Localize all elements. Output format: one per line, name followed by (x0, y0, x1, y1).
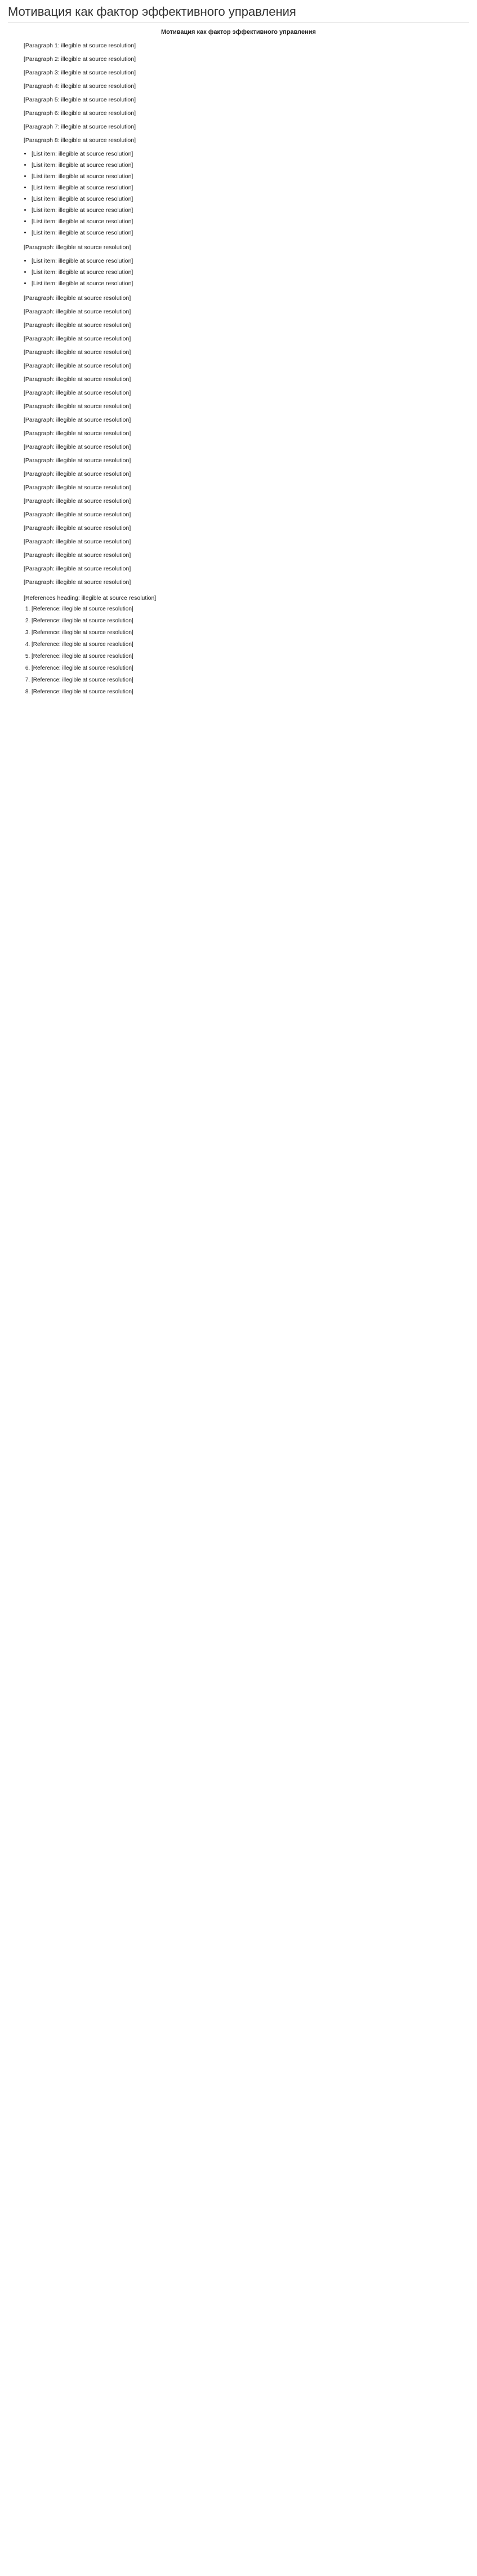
article-body (8, 29, 469, 696)
bulleted-list-2 (8, 256, 469, 288)
paragraph: [Paragraph: illegible at source resolution] (24, 430, 131, 437)
paragraph: [Paragraph: illegible at source resolution] (24, 471, 131, 478)
paragraph: [Paragraph 4: illegible at source resolution] (24, 83, 136, 90)
paragraph: [Paragraph: illegible at source resolution] (24, 511, 131, 519)
reference-item: 7. [Reference: illegible at source resolution] (32, 676, 469, 684)
list-item: • [List item: illegible at source resolution] (32, 149, 469, 158)
reference-item: 4. [Reference: illegible at source resolution] (32, 640, 469, 649)
references-title: [References heading: illegible at source resolution] (24, 595, 157, 602)
paragraph: [Paragraph: illegible at source resolution] (24, 552, 131, 559)
paragraph: [Paragraph: illegible at source resolution] (24, 349, 131, 356)
references-section (8, 595, 469, 696)
list-item: • [List item: illegible at source resolution] (32, 217, 469, 226)
list-item: • [List item: illegible at source resolution] (32, 256, 469, 265)
references-list (8, 605, 469, 696)
page-title: Мотивация как фактор эффективного управления (8, 5, 469, 23)
paragraph: [Paragraph 3: illegible at source resolution] (24, 69, 136, 77)
paragraph: [Paragraph: illegible at source resolution] (24, 444, 131, 451)
paragraph: [Paragraph: illegible at source resolution] (24, 308, 131, 316)
paragraph: [Paragraph: illegible at source resolution] (24, 484, 131, 492)
intro-paragraphs (8, 41, 469, 145)
reference-item: 3. [Reference: illegible at source resolution] (32, 628, 469, 637)
list-item: • [List item: illegible at source resolution] (32, 279, 469, 288)
paragraph: [Paragraph 1: illegible at source resolution] (24, 42, 136, 50)
bulleted-list-1 (8, 149, 469, 237)
paragraph: [Paragraph: illegible at source resolution] (24, 403, 131, 410)
list-item: • [List item: illegible at source resolution] (32, 161, 469, 170)
paragraph: [Paragraph: illegible at source resolution] (24, 390, 131, 397)
list-item: • [List item: illegible at source resolution] (32, 194, 469, 203)
list-item: • [List item: illegible at source resolution] (32, 268, 469, 277)
list-item: • [List item: illegible at source resolution] (32, 183, 469, 192)
paragraph: [Paragraph 5: illegible at source resolution] (24, 96, 136, 104)
reference-item: 1. [Reference: illegible at source resolution] (32, 605, 469, 613)
paragraph: [Paragraph: illegible at source resolution] (24, 417, 131, 424)
paragraph: [Paragraph 2: illegible at source resolution] (24, 56, 136, 63)
paragraph: [Paragraph: illegible at source resolution] (24, 362, 131, 370)
paragraph: [Paragraph 7: illegible at source resolution] (24, 123, 136, 131)
reference-item: 6. [Reference: illegible at source resolution] (32, 664, 469, 672)
body-paragraphs (8, 294, 469, 587)
paragraph: [Paragraph: illegible at source resolution] (24, 565, 131, 573)
list-item: • [List item: illegible at source resolution] (32, 228, 469, 237)
reference-item: 5. [Reference: illegible at source resolution] (32, 652, 469, 661)
paragraph: [Paragraph 8: illegible at source resolution] (24, 137, 136, 144)
list-item: • [List item: illegible at source resolution] (32, 206, 469, 215)
paragraph: [Paragraph: illegible at source resolution] (24, 525, 131, 532)
reference-item: 8. [Reference: illegible at source resolution] (32, 688, 469, 696)
article-subtitle: Мотивация как фактор эффективного управления (161, 29, 316, 36)
paragraph: [Paragraph: illegible at source resolution] (24, 295, 131, 302)
paragraph: [Paragraph: illegible at source resolution] (24, 376, 131, 383)
paragraph: [Paragraph 6: illegible at source resolution] (24, 110, 136, 117)
paragraph: [Paragraph: illegible at source resolution] (24, 335, 131, 343)
reference-item: 2. [Reference: illegible at source resolution] (32, 617, 469, 625)
list-item: • [List item: illegible at source resolution] (32, 172, 469, 181)
paragraph: [Paragraph: illegible at source resolution] (24, 579, 131, 586)
paragraph: [Paragraph: illegible at source resolution] (24, 457, 131, 464)
paragraph: [Paragraph: illegible at source resolution] (24, 538, 131, 546)
paragraph: [Paragraph: illegible at source resolution] (24, 322, 131, 329)
paragraph: [Paragraph: illegible at source resolution] (24, 244, 131, 251)
paragraph: [Paragraph: illegible at source resolution] (24, 498, 131, 505)
